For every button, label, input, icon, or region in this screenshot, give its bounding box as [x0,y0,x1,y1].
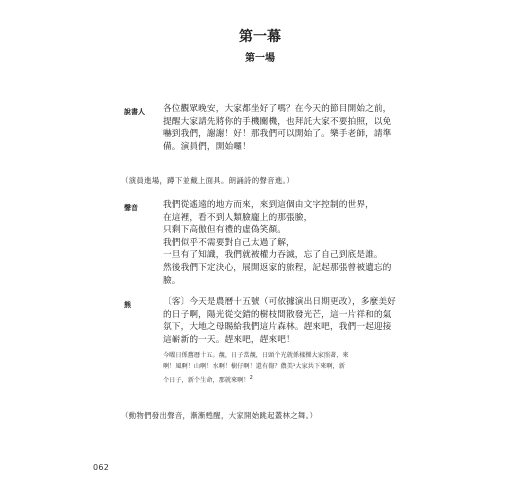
dialogue-line: 這嶄新的一天。趕來吧，趕來吧！ [163,334,295,345]
dialogue-line: 備。演員們，開始囉！ [163,141,251,152]
narrator-dialogue [163,103,401,153]
speaker-voice: 聲音 [124,204,138,212]
dialogue-line: 提醒大家請先將你的手機關機，也拜託大家不要拍照，以免 [163,116,392,127]
act-title: 第一幕 [239,29,281,45]
speaker-narrator: 說書人 [124,108,145,116]
note-line: 啊！風啊！山啊！水啊！樹仔啊！還有傷？儂美¹大家共下來啊，新 [163,363,345,371]
bear-dialogue [163,296,401,346]
dialogue-line: 我們從遙遠的地方而來，來到這個由文字控制的世界， [163,200,374,210]
dialogue-line: 然後我們下定決心，展開返家的旅程，記起那張曾被遺忘的 [163,262,392,273]
note-line: 个日子，新个生命，那就來啊！$^2$ [163,374,253,384]
dialect-note [163,350,403,386]
stage-direction: （動物們發出聲音，漸漸甦醒，大家開始跳起叢林之舞。） [121,411,318,420]
dialogue-line: 臉。 [163,275,181,286]
note-line: 今曜日係舊曆十五。靚，日子當靚，日頭个光就係樣擽大家照著，來 [163,352,349,359]
footnote-marker: 2 [249,374,253,381]
dialogue-line: 在這裡，看不到人類臉龐上的那張臉， [163,212,313,223]
dialogue-line: 只剩下高傲但有禮的虛偽笑顏。 [163,225,287,236]
dialogue-line: 我們似乎不需要對自己太過了解， [163,237,295,248]
dialogue-line: 一旦有了知識，我們就被權力吞滅，忘了自己到底是誰。 [163,250,383,261]
dialogue-line: 各位觀眾晚安，大家都坐好了嗎？在今天的節目開始之前， [163,104,392,114]
scene-title: 第一場 [245,53,275,64]
dialogue-line: 的日子啊，陽光從交錯的樹枝間散發光芒，這一片祥和的氣 [163,309,392,320]
dialogue-line: 嚇到我們，謝謝！好！那我們可以開始了。樂手老師，請準 [163,129,392,140]
voice-dialogue [163,199,401,287]
page-number: 062 [93,463,110,472]
stage-direction: （演員進場，蹲下並戴上面具。朗誦詩的聲音進。） [121,176,295,185]
speaker-bear: 熊 [124,301,131,309]
dialogue-line: 氛下，大地之母賜給我們這片森林。趕來吧，我們一起迎接 [163,322,392,333]
dialogue-line: 〔客〕今天是農曆十五號（可依據演出日期更改），多麼美好 [163,297,396,307]
